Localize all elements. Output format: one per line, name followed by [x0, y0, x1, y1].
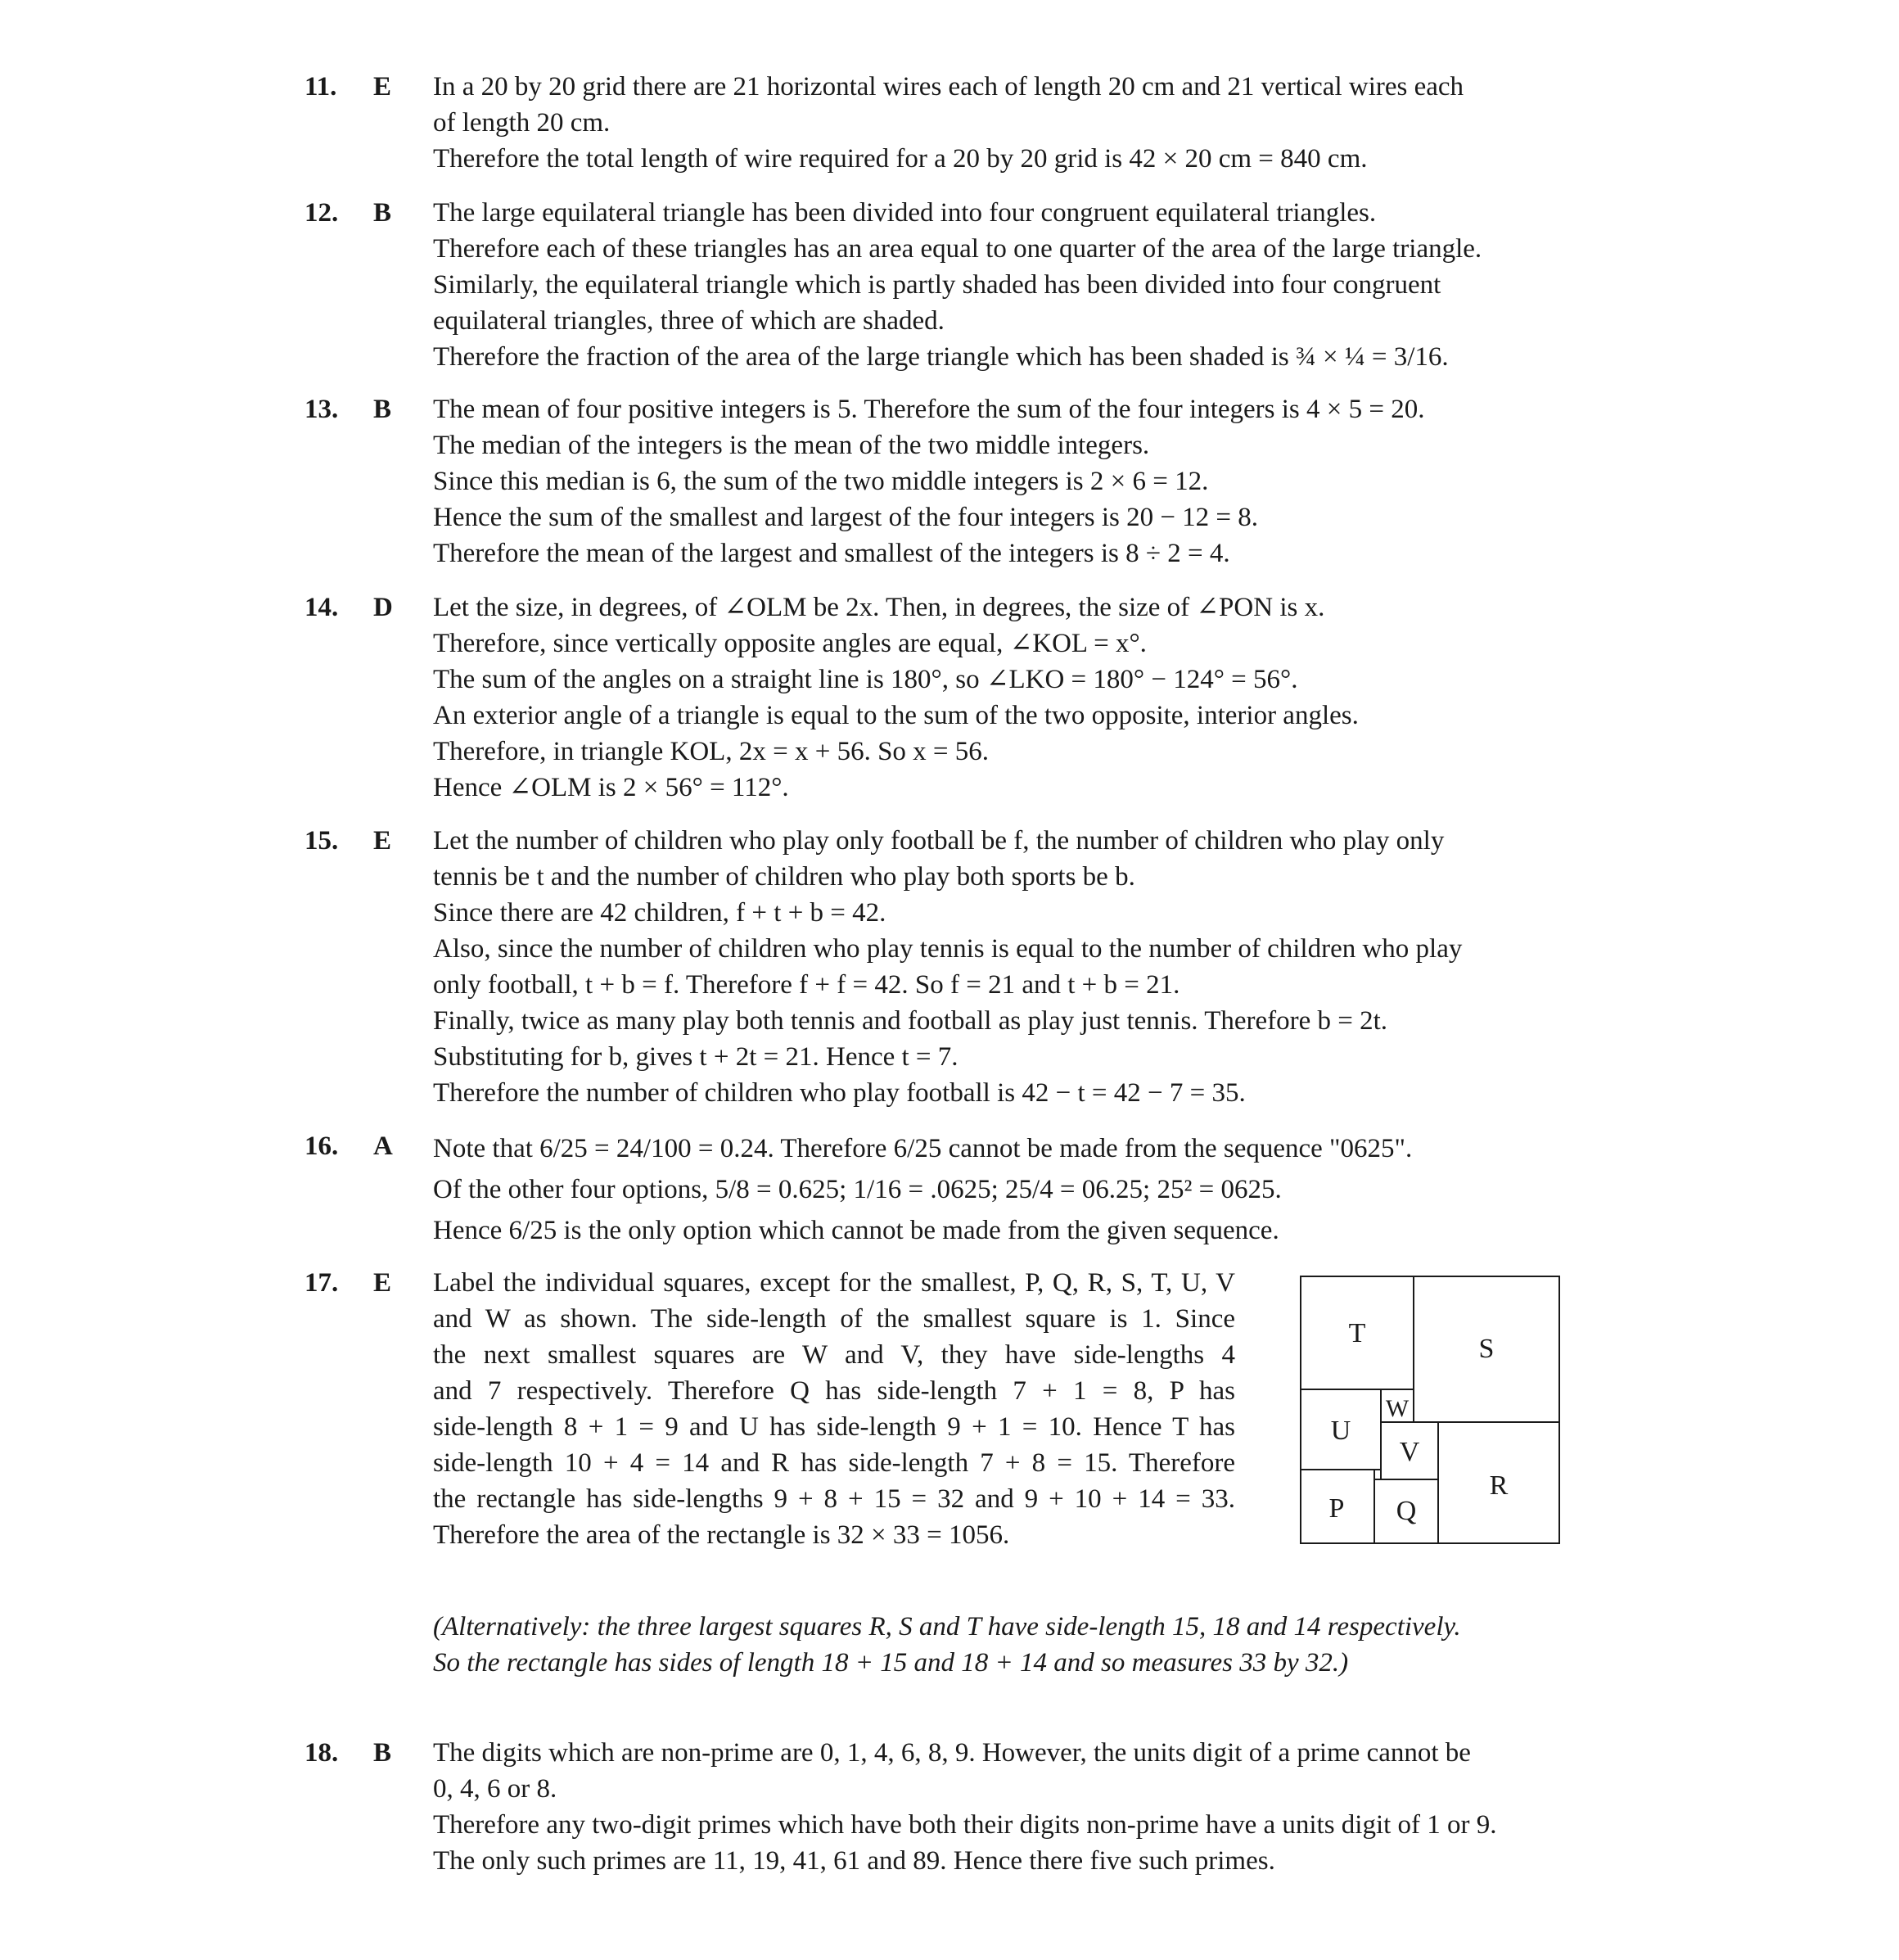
text-line: Substituting for b, gives t + 2t = 21. Hence t = 7. — [433, 1042, 959, 1072]
answer-letter: B — [373, 395, 392, 424]
solution-text — [433, 823, 1579, 1111]
question-number: 17. — [304, 1268, 339, 1298]
text-line: equilateral triangles, three of which are shaded. — [433, 306, 945, 336]
solution-text — [433, 589, 1579, 806]
text-line: The median of the integers is the mean of the two middle integers. — [433, 431, 1150, 460]
text-line: Let the number of children who play only football be f, the number of children who play only — [433, 826, 1445, 856]
question-number: 15. — [304, 826, 339, 856]
label-p: P — [1328, 1493, 1345, 1524]
answer-letter: E — [373, 1268, 392, 1298]
solution-text — [433, 69, 1579, 177]
text-line: Similarly, the equilateral triangle which is partly shaded has been divided into four congruent — [433, 270, 1441, 300]
text-line: Therefore, in triangle KOL, 2x = x + 56. So x = 56. — [433, 737, 990, 766]
text-line: the rectangle has side-lengths 9 + 8 + 15 = 32 and 9 + 10 + 14 = 33. — [433, 1484, 1235, 1514]
label-r: R — [1489, 1470, 1509, 1501]
text-line: The sum of the angles on a straight line is 180°, so ∠LKO = 180° − 124° = 56°. — [433, 665, 1298, 694]
text-line: Therefore the number of children who play football is 42 − t = 42 − 7 = 35. — [433, 1078, 1246, 1108]
text-line: Hence the sum of the smallest and largest of the four integers is 20 − 12 = 8. — [433, 503, 1259, 532]
question-number: 14. — [304, 593, 339, 622]
question-number: 16. — [304, 1131, 339, 1161]
text-line: (Alternatively: the three largest squares R, S and T have side-length 15, 18 and 14 respectively. — [433, 1612, 1461, 1642]
label-t: T — [1348, 1318, 1366, 1348]
text-line: and W as shown. The side-length of the smallest square is 1. Since — [433, 1304, 1235, 1334]
text-line: The mean of four positive integers is 5. Therefore the sum of the four integers is 4 × 5 = 20. — [433, 395, 1425, 424]
text-line: Therefore any two-digit primes which have both their digits non-prime have a units digit of 1 or 9. — [433, 1810, 1497, 1840]
text-line: Label the individual squares, except for the smallest, P, Q, R, S, T, U, V — [433, 1268, 1235, 1298]
text-line: Hence 6/25 is the only option which cannot be made from the given sequence. — [433, 1216, 1279, 1245]
label-u: U — [1330, 1416, 1351, 1446]
text-line: and 7 respectively. Therefore Q has side-length 7 + 1 = 8, P has — [433, 1376, 1235, 1406]
text-line: Hence ∠OLM is 2 × 56° = 112°. — [433, 773, 789, 802]
text-line: Therefore the area of the rectangle is 32 × 33 = 1056. — [433, 1520, 1010, 1550]
square-smallest — [1374, 1470, 1381, 1479]
text-line: Note that 6/25 = 24/100 = 0.24. Therefore 6/25 cannot be made from the sequence "0625". — [433, 1134, 1413, 1163]
label-v: V — [1399, 1437, 1420, 1467]
text-line: Therefore the total length of wire required for a 20 by 20 grid is 42 × 20 cm = 840 cm. — [433, 144, 1368, 174]
text-line: The only such primes are 11, 19, 41, 61 and 89. Hence there five such primes. — [433, 1846, 1275, 1876]
question-number: 12. — [304, 198, 339, 228]
text-line: Finally, twice as many play both tennis and football as play just tennis. Therefore b = 2t. — [433, 1006, 1388, 1036]
text-line: Therefore the mean of the largest and smallest of the integers is 8 ÷ 2 = 4. — [433, 539, 1230, 568]
answer-letter: D — [373, 593, 393, 622]
text-line: the next smallest squares are W and V, they have side-lengths 4 — [433, 1340, 1235, 1370]
text-line: only football, t + b = f. Therefore f + f = 42. So f = 21 and t + b = 21. — [433, 970, 1180, 1000]
text-line: Also, since the number of children who play tennis is equal to the number of children who play — [433, 934, 1463, 964]
squared-rectangle-diagram — [1300, 1276, 1562, 1546]
answer-letter: B — [373, 1738, 392, 1768]
question-number: 18. — [304, 1738, 339, 1768]
text-line: Of the other four options, 5/8 = 0.625; 1/16 = .0625; 25/4 = 06.25; 25² = 0625. — [433, 1175, 1282, 1204]
text-line: So the rectangle has sides of length 18 + 15 and 18 + 14 and so measures 33 by 32.) — [433, 1648, 1349, 1678]
label-w: W — [1385, 1395, 1410, 1422]
solution-text — [433, 391, 1579, 571]
text-line: Therefore, since vertically opposite angles are equal, ∠KOL = x°. — [433, 629, 1147, 658]
answer-letter: E — [373, 826, 392, 856]
text-line: Therefore the fraction of the area of the large triangle which has been shaded is ¾ × ¼ = 3/16. — [433, 342, 1449, 372]
text-line: 0, 4, 6 or 8. — [433, 1774, 557, 1804]
text-line: Since this median is 6, the sum of the two middle integers is 2 × 6 = 12. — [433, 467, 1209, 496]
text-line: Therefore each of these triangles has an area equal to one quarter of the area of the large triangle. — [433, 234, 1482, 264]
solution-text — [433, 1128, 1579, 1251]
label-s: S — [1478, 1334, 1495, 1364]
text-line: side-length 8 + 1 = 9 and U has side-length 9 + 1 = 10. Hence T has — [433, 1412, 1235, 1442]
text-line: In a 20 by 20 grid there are 21 horizontal wires each of length 20 cm and 21 vertical wires each — [433, 72, 1464, 102]
alternative-method — [433, 1609, 1579, 1681]
solution-text — [433, 195, 1579, 375]
question-number: 13. — [304, 395, 339, 424]
text-line: tennis be t and the number of children who play both sports be b. — [433, 862, 1135, 892]
text-line: side-length 10 + 4 = 14 and R has side-length 7 + 8 = 15. Therefore — [433, 1448, 1235, 1478]
text-line: Let the size, in degrees, of ∠OLM be 2x. Then, in degrees, the size of ∠PON is x. — [433, 593, 1325, 622]
text-line: Since there are 42 children, f + t + b = 42. — [433, 898, 886, 928]
answer-letter: E — [373, 72, 392, 102]
text-line: An exterior angle of a triangle is equal to the sum of the two opposite, interior angles. — [433, 701, 1359, 730]
solution-text — [433, 1735, 1579, 1879]
question-number: 11. — [304, 72, 337, 102]
text-line: The large equilateral triangle has been divided into four congruent equilateral triangles. — [433, 198, 1377, 228]
answer-letter: A — [373, 1131, 393, 1161]
text-line: The digits which are non-prime are 0, 1, 4, 6, 8, 9. However, the units digit of a prime cannot be — [433, 1738, 1471, 1768]
text-line: of length 20 cm. — [433, 108, 611, 138]
answer-letter: B — [373, 198, 392, 228]
label-q: Q — [1396, 1496, 1417, 1526]
